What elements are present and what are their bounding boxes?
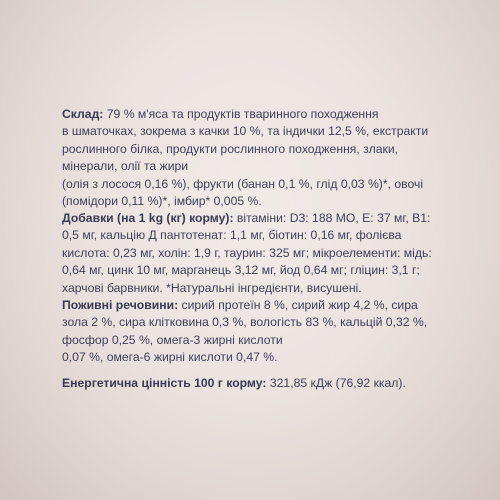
additives-line: кислота: 0,23 мг, холін: 1,9 г, таурин: 325 мг; мікроелементи: мідь: bbox=[62, 245, 432, 260]
energy-heading: Енергетична цінність 100 г корму: bbox=[62, 376, 267, 390]
nutrients-line-1 bbox=[62, 297, 462, 314]
energy-line bbox=[62, 375, 462, 392]
composition-line: (олія з лосося 0,16 %), фрукти (банан 0,1 %, глід 0,03 %)*, овочі bbox=[62, 176, 424, 191]
nutrients-line: зола 2 %, сира клітковина 0,3 %, вологість 83 %, кальцій 0,32 %, bbox=[62, 315, 428, 330]
nutrients-line: фосфор 0,25 %, омега-3 жирні кислоти bbox=[62, 332, 283, 347]
composition-line: рослинного білка, продукти рослинного походження, злаки, bbox=[62, 141, 399, 156]
energy-value: 321,85 кДж (76,92 ккал). bbox=[266, 376, 406, 390]
energy-section bbox=[62, 375, 462, 392]
composition-heading: Склад: bbox=[62, 107, 104, 121]
additives-section bbox=[62, 210, 462, 297]
additives-line: 0,5 мг, кальцію Д пантотенат: 1,1 мг, біотин: 0,16 мг, фолієва bbox=[62, 228, 402, 243]
composition-section bbox=[62, 106, 462, 210]
composition-line-1 bbox=[62, 106, 462, 123]
nutrients-line-1-text: сирий протеїн 8 %, сирий жир 4,2 %, сира bbox=[178, 298, 418, 312]
additives-line-1-text: вітаміни: D3: 188 МО, E: 37 мг, B1: bbox=[233, 211, 431, 225]
composition-line-1-text: 79 % м'яса та продуктів тваринного походження bbox=[103, 107, 379, 121]
composition-line: (помідори 0,11 %)*, імбир* 0,005 %. bbox=[62, 194, 262, 209]
additives-line: харчові барвники. *Натуральні інгредієнти, висушені. bbox=[62, 280, 362, 295]
composition-line: мінерали, олії та жири bbox=[62, 159, 189, 174]
nutrients-section bbox=[62, 297, 462, 367]
nutrients-heading: Поживні речовини: bbox=[62, 298, 179, 312]
additives-line-1 bbox=[62, 210, 462, 227]
composition-line: в шматочках, зокрема з качки 10 %, та індички 12,5 %, екстракти bbox=[62, 124, 429, 139]
nutrients-line: 0,07 %, омега-6 жирні кислоти 0,47 %. bbox=[62, 350, 278, 365]
additives-heading: Добавки (на 1 kg (кг) корму): bbox=[62, 211, 234, 225]
additives-line: 0,64 мг, цинк 10 мг, марганець 3,12 мг, йод 0,64 мг; гліцин: 3,1 г; bbox=[62, 263, 420, 278]
